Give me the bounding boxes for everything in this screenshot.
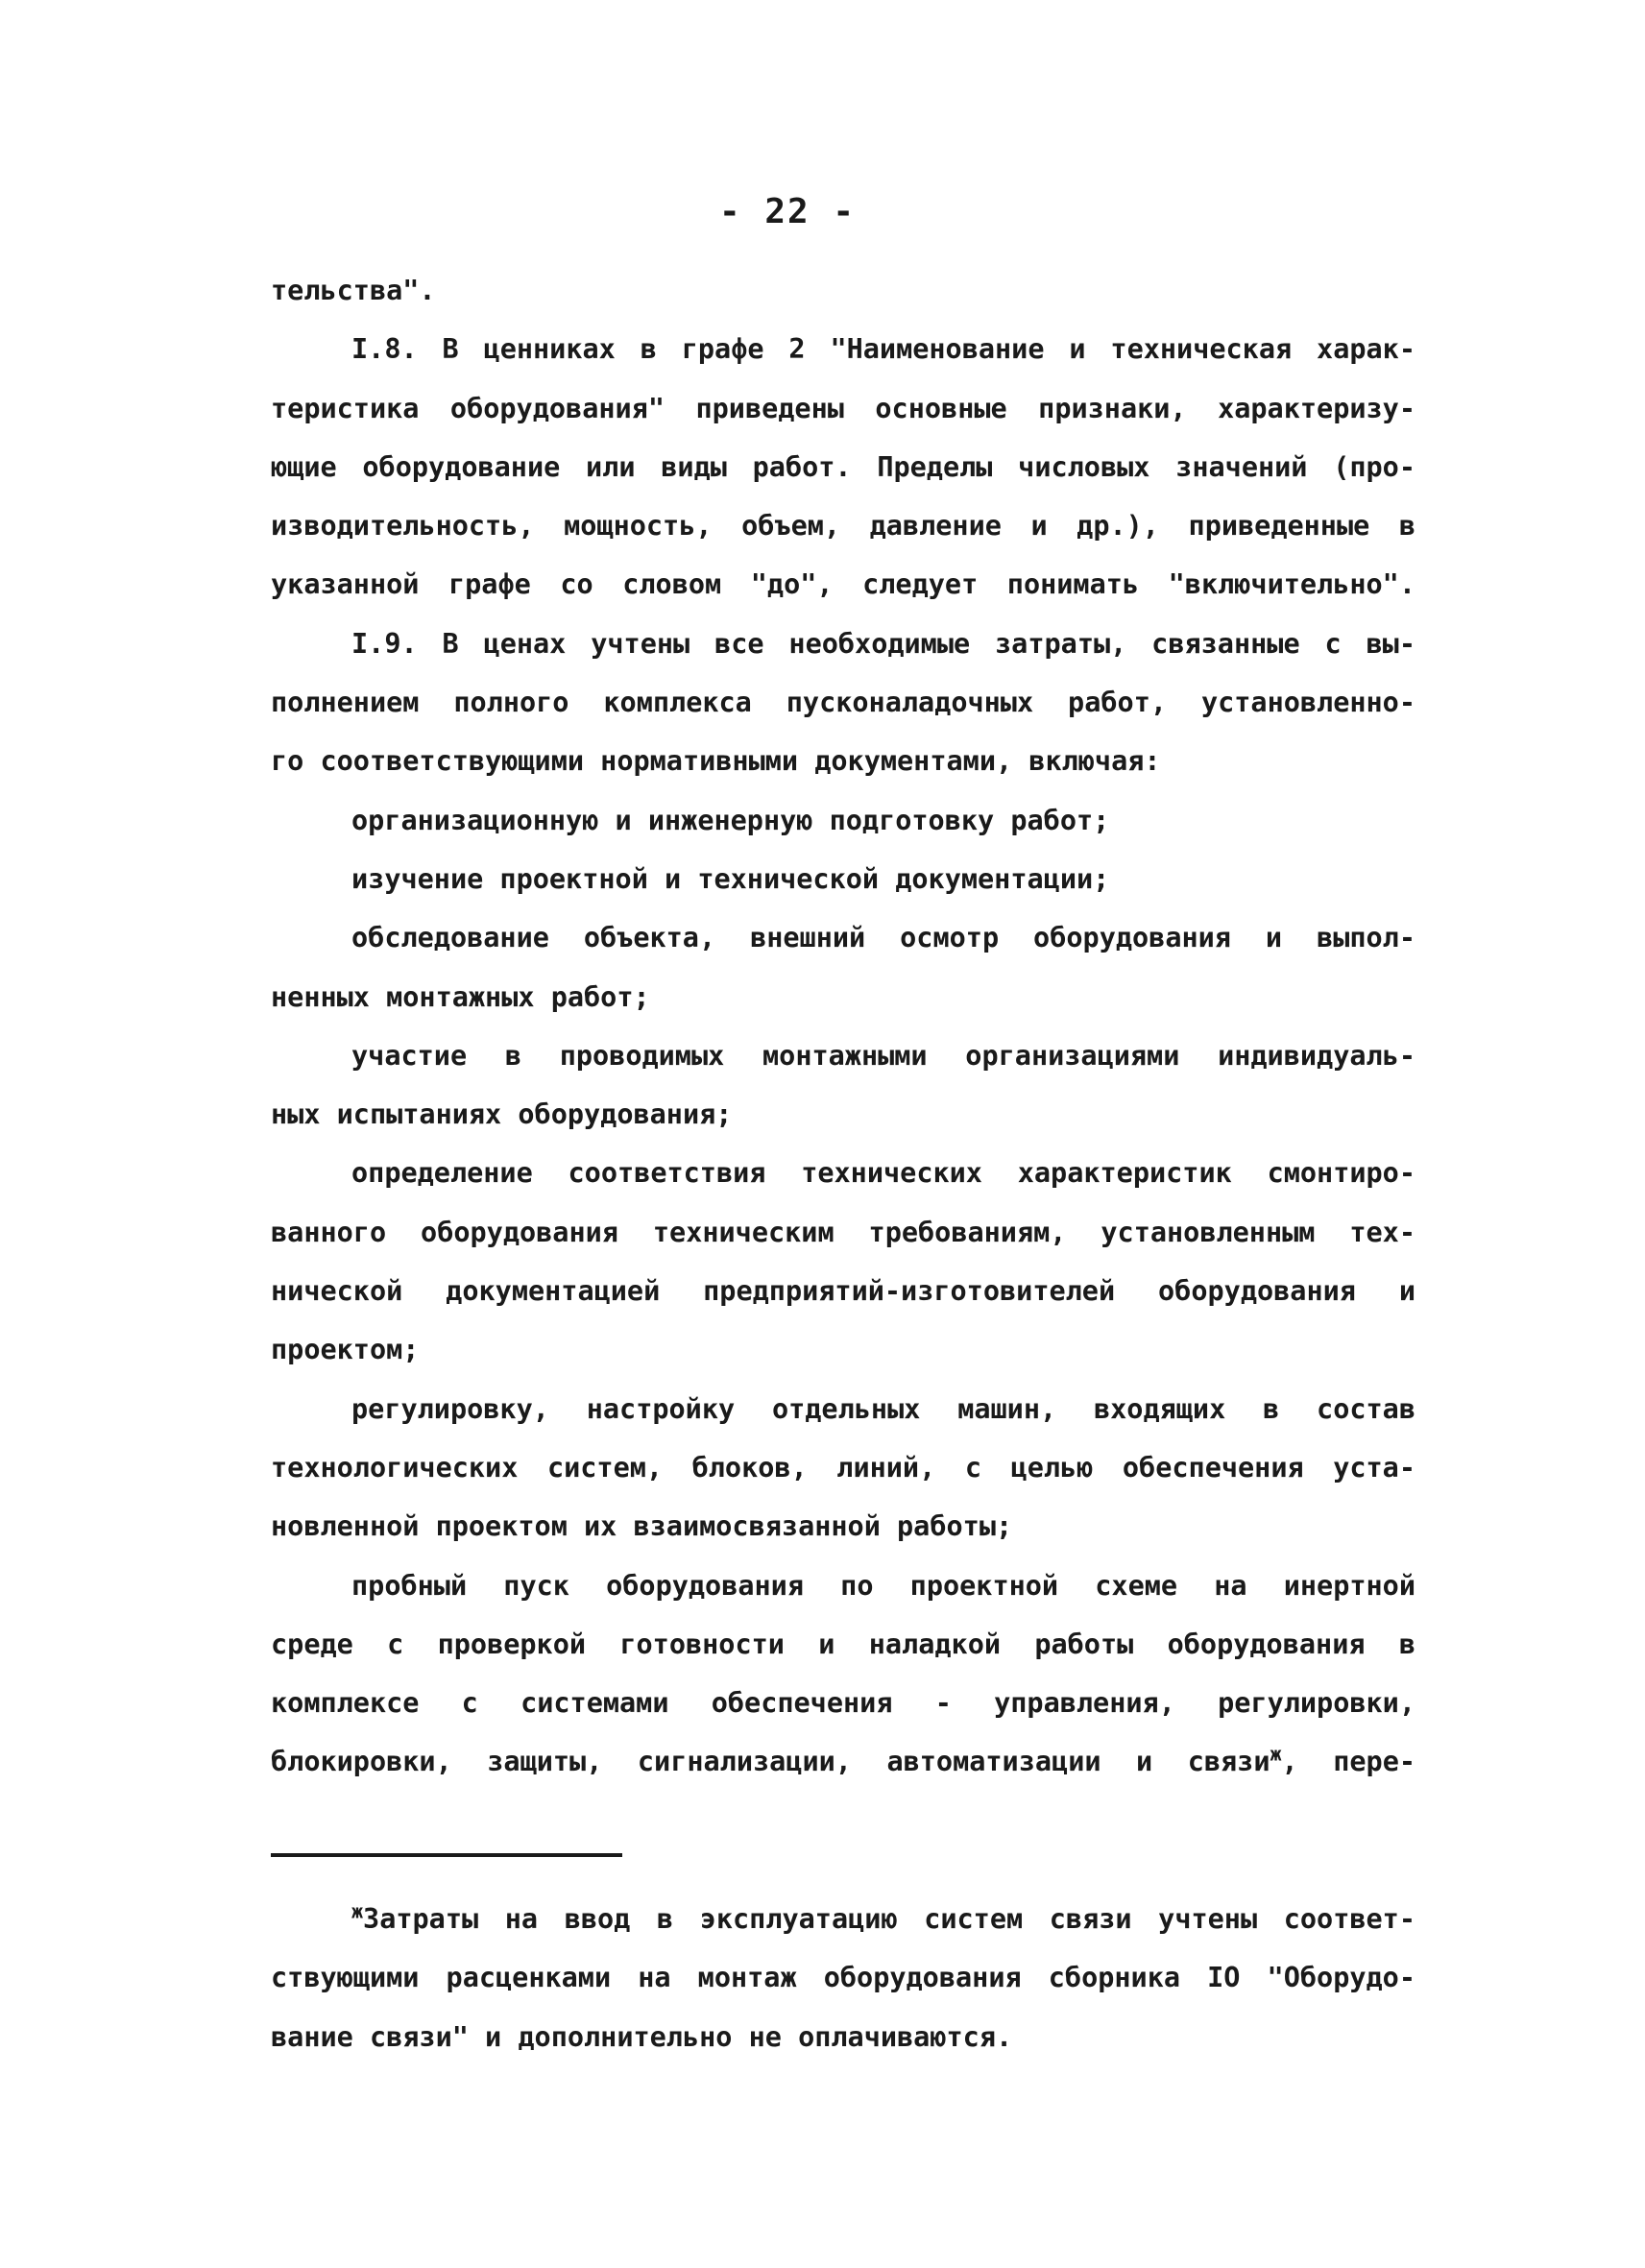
footnote [271,1890,1415,2066]
text-line: I.9. В ценах учтены все необходимые затраты, связанные с вы- [351,627,1415,660]
text-line: регулировку, настройку отдельных машин, входящих в состав [351,1392,1415,1425]
footnote-divider [271,1853,622,1857]
text-line: нической документацией предприятий-изготовителей оборудования и [271,1275,1415,1308]
text-line: полнением полного комплекса пусконаладочных работ, установленно- [271,687,1415,719]
text-line: среде с проверкой готовности и наладкой работы оборудования в [271,1628,1415,1660]
text-line: ных испытаниях оборудования; [271,1098,733,1131]
text-line: новленной проектом их взаимосвязанной работы; [271,1510,1013,1543]
footnote-text: Затраты на ввод в эксплуатацию систем связи учтены соответ- [363,1903,1415,1935]
text-line: проектом; [271,1334,420,1366]
text-line: ненных монтажных работ; [271,980,650,1013]
text-line: указанной графе со словом "до", следует понимать "включительно". [271,568,1415,601]
text-line: обследование объекта, внешний осмотр оборудования и выпол- [351,922,1415,954]
text-line: I.8. В ценниках в графе 2 "Наименование и техническая харак- [351,333,1415,366]
text-line: ющие оборудование или виды работ. Пределы числовых значений (про- [271,450,1415,483]
page-number: - 22 - [718,192,857,231]
text-line: технологических систем, блоков, линий, с целью обеспечения уста- [271,1451,1415,1484]
text-line: изводительность, мощность, объем, давление и др.), приведенные в [271,510,1415,543]
text-line: го соответствующими нормативными документами, включая: [271,745,1161,778]
text-line: комплексе с системами обеспечения - управления, регулировки, [271,1687,1415,1720]
footnote-mark: ж [1270,1742,1282,1766]
text-line: ванного оборудования техническим требованиям, установленным тех- [271,1216,1415,1248]
text-line: теристика оборудования" приведены основные признаки, характеризу- [271,392,1415,424]
text-line: определение соответствия технических характеристик смонтиро- [351,1157,1415,1190]
text-line: пробный пуск оборудования по проектной схеме на инертной [351,1569,1415,1602]
text-fragment: , пере- [1281,1746,1415,1778]
text-line: изучение проектной и технической документации; [351,862,1110,895]
footnote-line: вание связи" и дополнительно не оплачиваются. [271,2020,1013,2053]
text-line: тельства". [271,275,436,306]
text-line: организационную и инженерную подготовку работ; [351,804,1110,836]
footnote-mark: ж [351,1899,364,1923]
main-text [271,261,1415,1792]
text-line-with-footnote-mark [271,1732,1415,1791]
footnote-line [271,1890,1415,1948]
text-fragment: блокировки, защиты, сигнализации, автоматизации и связи [271,1746,1270,1778]
footnote-line: ствующими расценками на монтаж оборудования сборника IO "Оборудо- [271,1962,1415,1994]
text-line: участие в проводимых монтажными организациями индивидуаль- [351,1039,1415,1072]
